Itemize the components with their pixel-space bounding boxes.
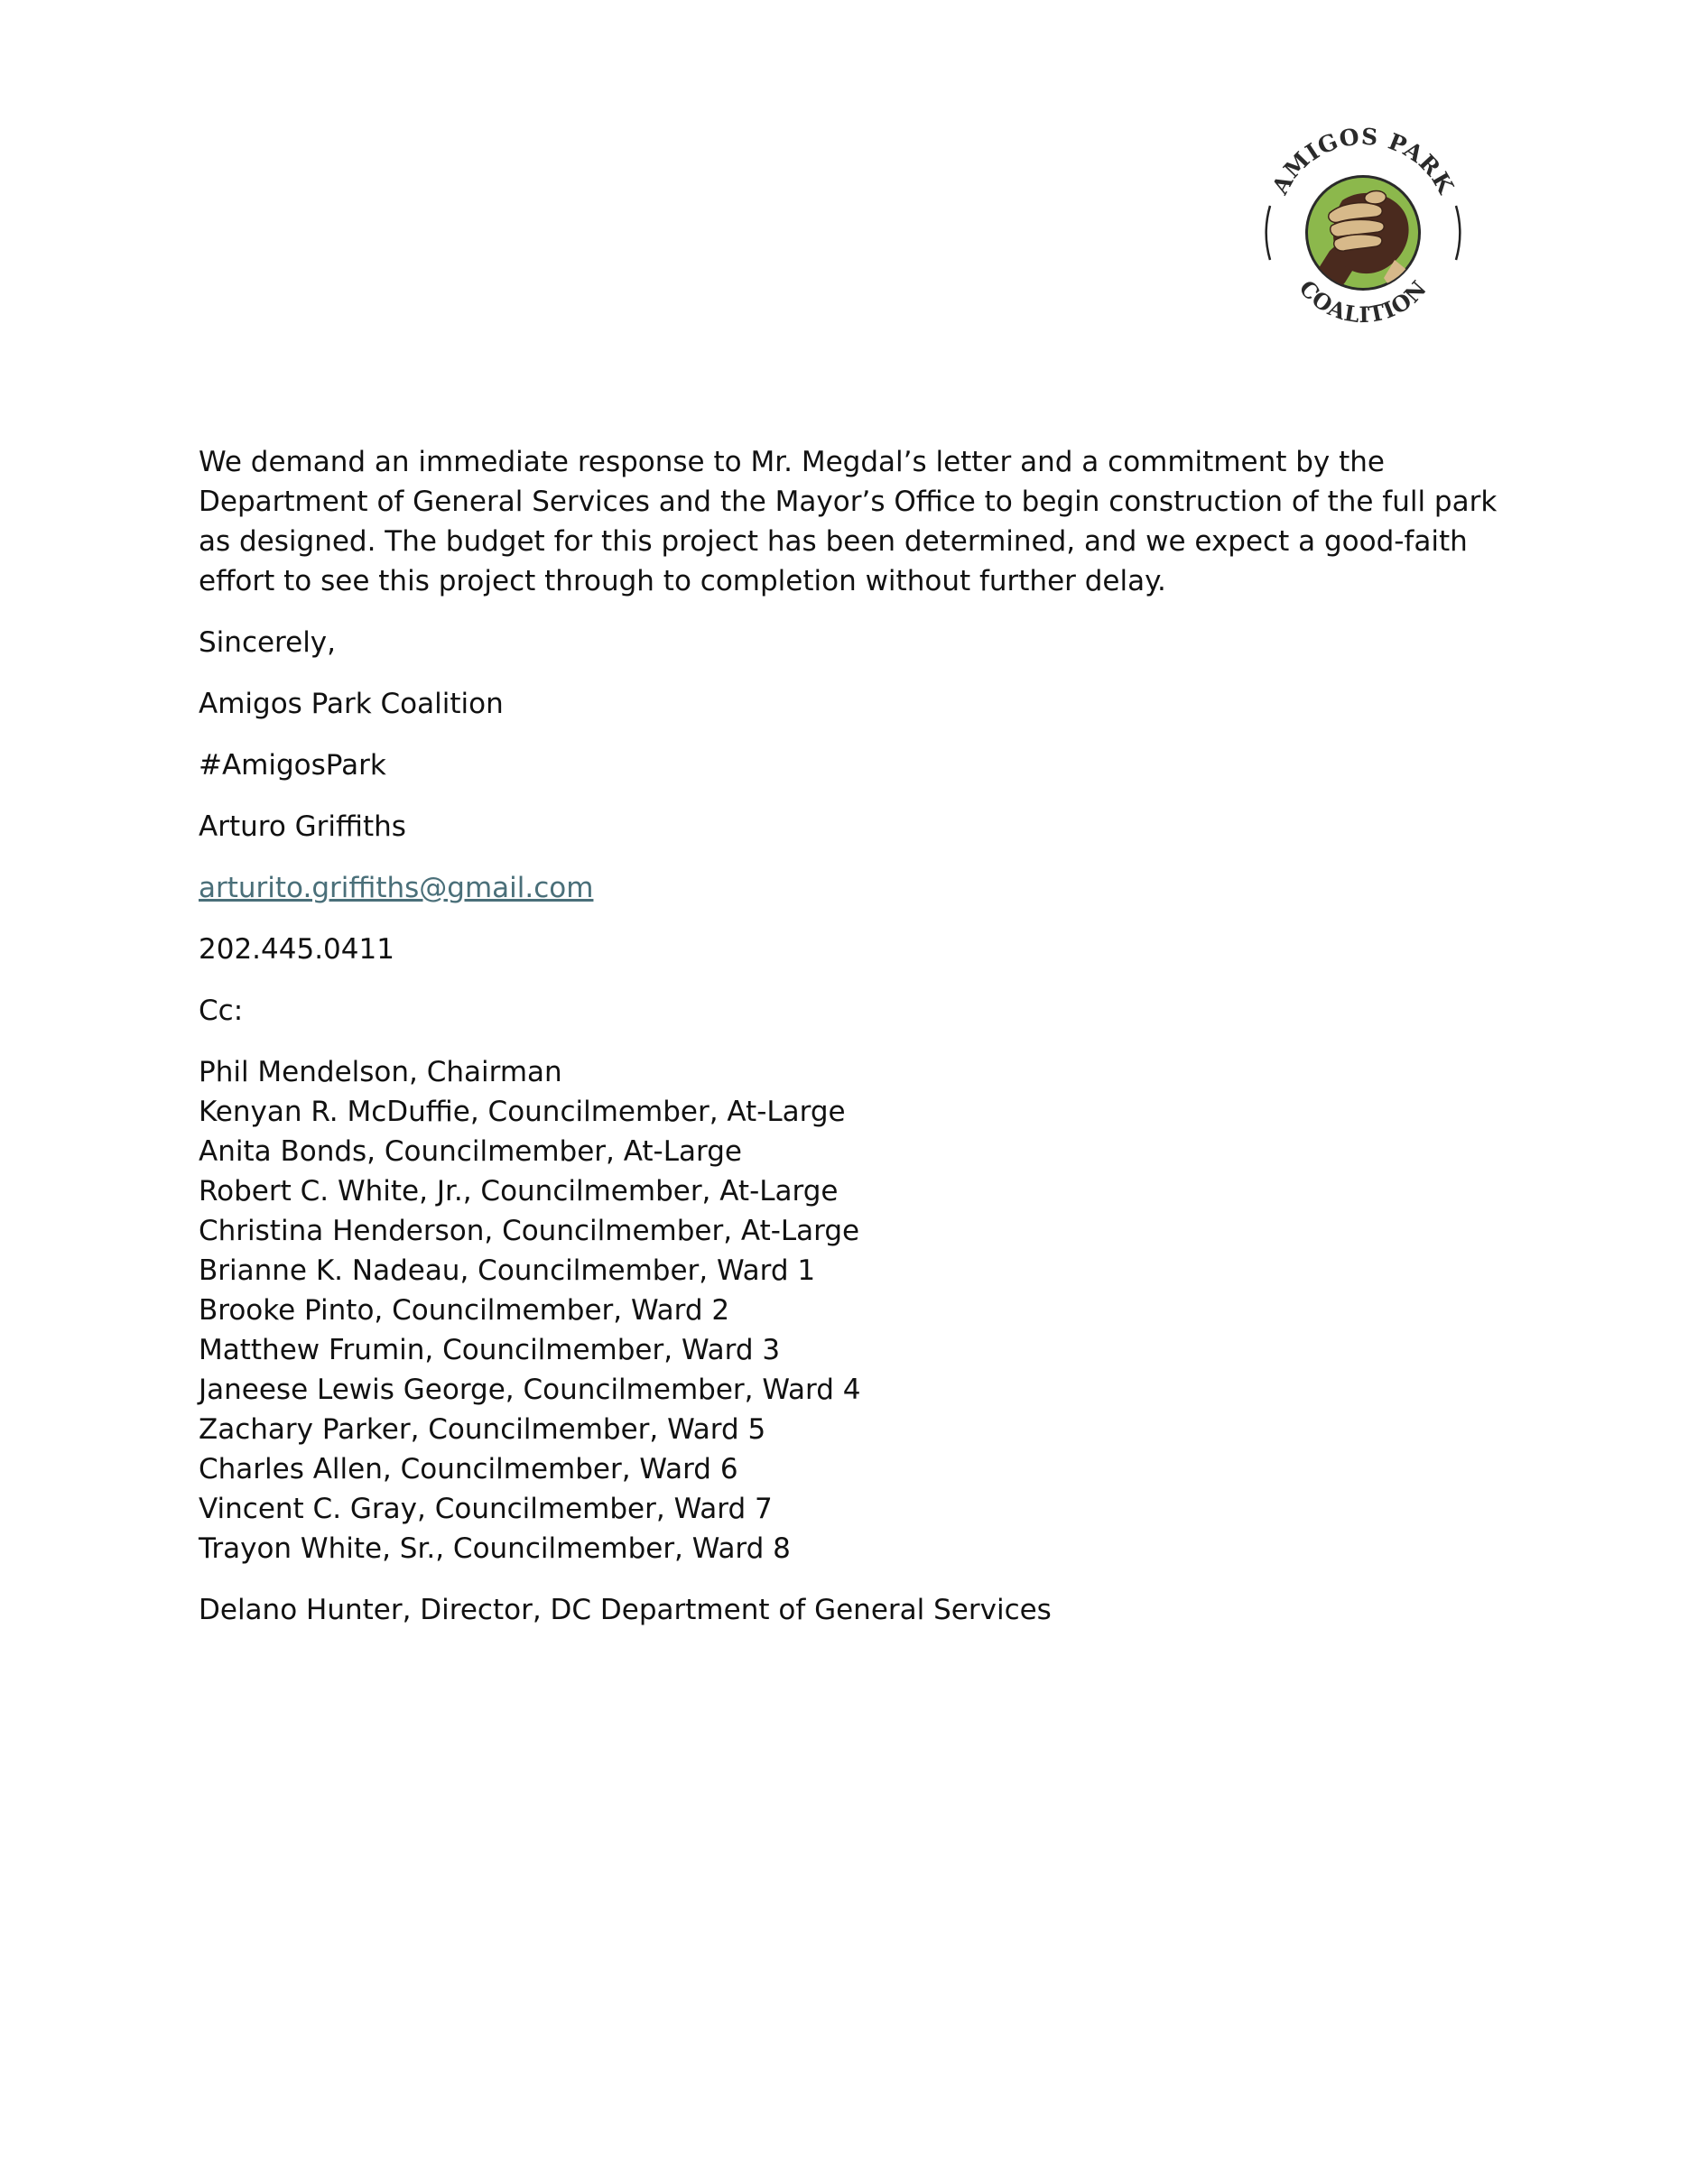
- hashtag: #AmigosPark: [199, 749, 386, 782]
- cc-recipient: Janeese Lewis George, Councilmember, Ward 4: [199, 1374, 861, 1406]
- cc-list: [199, 1052, 1498, 1569]
- organization-name: Amigos Park Coalition: [199, 688, 504, 720]
- signer-name: Arturo Griffiths: [199, 810, 406, 843]
- amigos-park-coalition-logo: [1259, 125, 1467, 341]
- cc-label: Cc:: [199, 995, 244, 1027]
- cc-recipient: Phil Mendelson, Chairman: [199, 1056, 562, 1088]
- letter-body-paragraph: We demand an immediate response to Mr. Megdal’s letter and a commitment by the Department of General Services and the Mayor’s Office to begin construction of the full park as designed. The budget for this project has been determined, and we expect a good-faith effort to see this project through to completion without further delay.: [199, 446, 1498, 597]
- logo-left-arc: [1266, 206, 1270, 260]
- cc-recipient: Trayon White, Sr., Councilmember, Ward 8: [199, 1532, 791, 1565]
- email-link[interactable]: arturito.griffiths@gmail.com: [199, 872, 594, 904]
- handshake-logo-icon: [1259, 125, 1467, 341]
- cc-recipient: Vincent C. Gray, Councilmember, Ward 7: [199, 1493, 773, 1525]
- logo-top-text: AMIGOS PARK: [1266, 125, 1460, 199]
- cc-recipient: Charles Allen, Councilmember, Ward 6: [199, 1453, 738, 1485]
- cc-recipient: Zachary Parker, Councilmember, Ward 5: [199, 1413, 766, 1446]
- cc-recipient: Robert C. White, Jr., Councilmember, At-Large: [199, 1175, 839, 1208]
- cc-recipient: Kenyan R. McDuffie, Councilmember, At-Large: [199, 1096, 846, 1128]
- cc-recipient: Brooke Pinto, Councilmember, Ward 2: [199, 1294, 730, 1327]
- cc-recipient: Matthew Frumin, Councilmember, Ward 3: [199, 1334, 781, 1366]
- cc-recipient: Anita Bonds, Councilmember, At-Large: [199, 1135, 742, 1168]
- cc-recipient: Christina Henderson, Councilmember, At-Large: [199, 1215, 860, 1247]
- letter-content: [199, 442, 1498, 1652]
- cc-recipient: Brianne K. Nadeau, Councilmember, Ward 1: [199, 1254, 816, 1287]
- final-cc-recipient: Delano Hunter, Director, DC Department of General Services: [199, 1594, 1052, 1626]
- phone-number: 202.445.0411: [199, 933, 394, 966]
- closing-salutation: Sincerely,: [199, 626, 337, 659]
- logo-bottom-text: COALITION: [1294, 274, 1433, 329]
- logo-right-arc: [1456, 206, 1460, 260]
